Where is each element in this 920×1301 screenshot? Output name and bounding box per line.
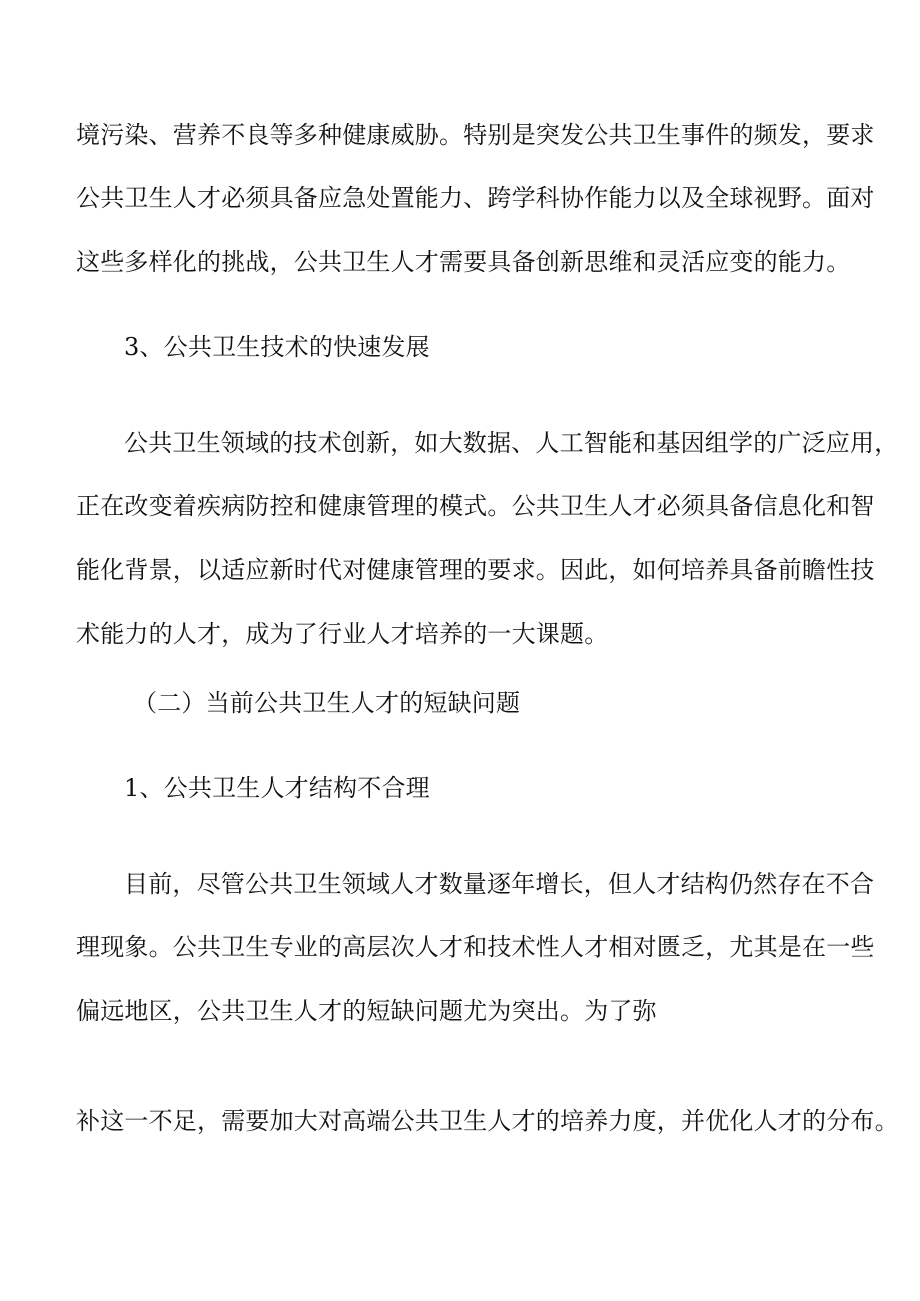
paragraph-line: 理现象。公共卫生专业的高层次人才和技术性人才相对匮乏，尤其是在一些 xyxy=(76,933,875,961)
subheading-3: 3、公共卫生技术的快速发展 xyxy=(124,333,430,361)
paragraph-line: 术能力的人才，成为了行业人才培养的一大课题。 xyxy=(76,620,609,648)
paragraph-line: 补这一不足，需要加大对高端公共卫生人才的培养力度，并优化人才的分布。 xyxy=(76,1107,899,1135)
paragraph-line: 目前，尽管公共卫生领域人才数量逐年增长，但人才结构仍然存在不合 xyxy=(124,870,875,898)
paragraph-line: 境污染、营养不良等多种健康威胁。特别是突发公共卫生事件的频发，要求 xyxy=(76,121,875,149)
paragraph-line: 公共卫生人才必须具备应急处置能力、跨学科协作能力以及全球视野。面对 xyxy=(76,184,875,212)
paragraph-line: 能化背景，以适应新时代对健康管理的要求。因此，如何培养具备前瞻性技 xyxy=(76,556,875,584)
section-heading: （二）当前公共卫生人才的短缺问题 xyxy=(133,689,521,717)
paragraph-line: 偏远地区，公共卫生人才的短缺问题尤为突出。为了弥 xyxy=(76,997,657,1025)
paragraph-line: 正在改变着疾病防控和健康管理的模式。公共卫生人才必须具备信息化和智 xyxy=(76,492,875,520)
paragraph-line: 这些多样化的挑战，公共卫生人才需要具备创新思维和灵活应变的能力。 xyxy=(76,248,851,276)
paragraph-line: 公共卫生领域的技术创新，如大数据、人工智能和基因组学的广泛应用， xyxy=(124,429,899,457)
subheading-1: 1、公共卫生人才结构不合理 xyxy=(124,774,430,802)
